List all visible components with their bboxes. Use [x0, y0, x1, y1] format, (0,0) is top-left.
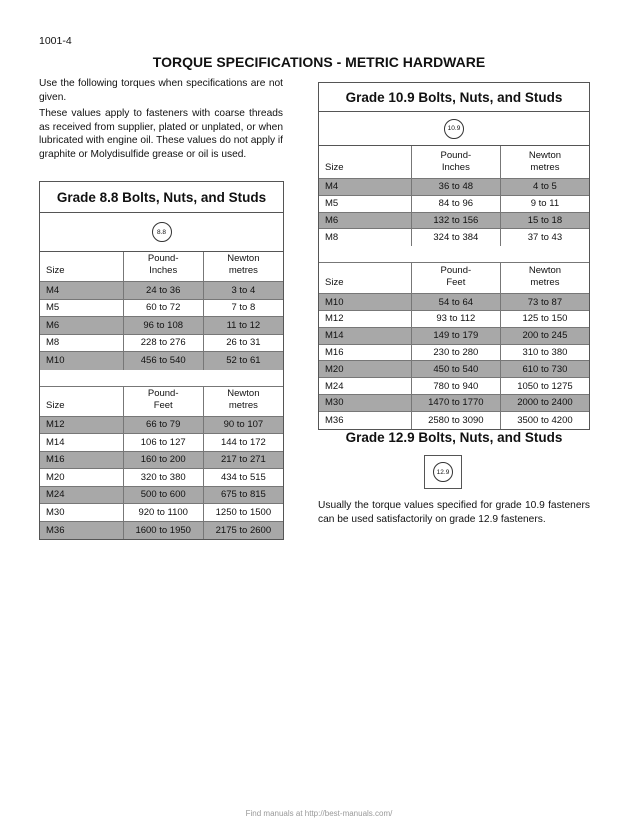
table-row: [319, 311, 589, 328]
table-row: [40, 335, 283, 353]
newton-metres-cell: 125 to 150: [500, 311, 589, 327]
newton-header-line1: Newton: [227, 387, 260, 399]
size-cell: M10: [325, 296, 344, 308]
grade-12-9-heading: Grade 12.9 Bolts, Nuts, and Studs: [345, 430, 563, 445]
size-cell: M20: [325, 363, 344, 375]
size-cell: M16: [325, 346, 344, 358]
grade-12-9-logo: [424, 455, 462, 489]
table-row: [40, 504, 283, 522]
size-cell: M30: [46, 506, 65, 518]
grade-mark-logo: [319, 112, 589, 146]
pound-value-cell: 920 to 1100: [123, 504, 203, 521]
feet-header: Feet: [446, 277, 466, 289]
table-row: [40, 352, 283, 370]
table-row: [40, 417, 283, 435]
table-row: [319, 179, 589, 196]
table-row: [40, 469, 283, 487]
newton-metres-cell: 7 to 8: [203, 300, 283, 317]
size-cell: M10: [46, 355, 65, 367]
size-cell: M6: [46, 319, 60, 331]
newton-header-line1: Newton: [528, 150, 562, 161]
grade-mark-logo: [40, 213, 283, 252]
pound-value-cell: 84 to 96: [411, 196, 500, 212]
table-row: [319, 196, 589, 213]
page-title: TORQUE SPECIFICATIONS - METRIC HARDWARE: [152, 54, 486, 70]
newton-metres-cell: 1250 to 1500: [203, 504, 283, 521]
column-header-row: [319, 146, 589, 179]
newton-metres-cell: 52 to 61: [203, 352, 283, 370]
newton-metres-cell: 73 to 87: [500, 294, 589, 310]
newton-metres-cell: 217 to 271: [203, 452, 283, 469]
column-header-row: [40, 252, 283, 282]
column-header-row: [319, 263, 589, 294]
table-row: [319, 328, 589, 345]
pound-value-cell: 149 to 179: [411, 328, 500, 344]
newton-header-line1: Newton: [227, 253, 260, 264]
grade-mark-icon: 10.9: [444, 119, 464, 139]
pound-value-cell: 324 to 384: [411, 229, 500, 246]
grade-mark-icon: 12.9: [433, 462, 453, 482]
size-cell: M14: [46, 436, 65, 448]
pound-header-line1: Pound-: [440, 265, 472, 277]
table-row: [40, 300, 283, 318]
pound-header-line1: Pound-: [440, 150, 472, 161]
size-cell: M5: [46, 302, 60, 314]
spacer-row: [40, 370, 283, 387]
table-row: [319, 395, 589, 412]
table-row: [40, 282, 283, 300]
newton-metres-cell: 2175 to 2600: [203, 522, 283, 540]
pound-value-cell: 450 to 540: [411, 361, 500, 377]
pound-value-cell: 500 to 600: [123, 487, 203, 504]
metres-header: metres: [228, 265, 258, 276]
newton-metres-cell: 11 to 12: [203, 317, 283, 334]
size-cell: M24: [325, 380, 344, 392]
size-header: Size: [46, 265, 65, 276]
pound-value-cell: 36 to 48: [411, 179, 500, 195]
pound-value-cell: 780 to 940: [411, 378, 500, 394]
size-cell: M5: [325, 198, 339, 210]
table-row: [319, 294, 589, 311]
feet-header: Feet: [153, 399, 173, 411]
newton-header-line1: Newton: [528, 265, 562, 277]
table-row: [319, 345, 589, 362]
intro-paragraph-1: Use the following torques when specifications are not given.: [39, 78, 283, 103]
size-cell: M20: [46, 471, 65, 483]
inches-header: Inches: [149, 265, 178, 276]
newton-metres-cell: 144 to 172: [203, 434, 283, 451]
table-row: [319, 229, 589, 246]
pound-value-cell: 160 to 200: [123, 452, 203, 469]
size-cell: M6: [325, 214, 339, 226]
intro-paragraph-2: These values apply to fasteners with coarse threads as received from supplier, plated or unplated, or when lubricated with engine oil. These values do not apply if graphite or Molydisulfide grease or oil is used.: [39, 108, 283, 160]
grade-8-8-table: [39, 181, 284, 540]
table-row: [319, 378, 589, 395]
table-heading: Grade 10.9 Bolts, Nuts, and Studs: [319, 83, 589, 112]
table-row: [40, 452, 283, 470]
newton-metres-cell: 3500 to 4200: [500, 412, 589, 429]
pound-value-cell: 66 to 79: [123, 417, 203, 434]
pound-value-cell: 1470 to 1770: [411, 395, 500, 411]
grade-12-9-note: Usually the torque values specified for grade 10.9 fasteners can be used satisfactorily on grade 12.9 fasteners.: [318, 500, 590, 525]
grade-10-9-table: [318, 82, 590, 430]
pound-value-cell: 320 to 380: [123, 469, 203, 486]
pound-value-cell: 93 to 112: [411, 311, 500, 327]
size-cell: M12: [325, 313, 344, 325]
pound-value-cell: 24 to 36: [123, 282, 203, 299]
size-cell: M8: [46, 337, 60, 349]
footer-link-text: Find manuals at http://best-manuals.com/: [245, 809, 393, 818]
newton-metres-cell: 37 to 43: [500, 229, 589, 246]
pound-value-cell: 2580 to 3090: [411, 412, 500, 429]
newton-metres-cell: 2000 to 2400: [500, 395, 589, 411]
size-cell: M24: [46, 489, 65, 501]
size-cell: M8: [325, 232, 339, 244]
newton-metres-cell: 4 to 5: [500, 179, 589, 195]
newton-metres-cell: 310 to 380: [500, 345, 589, 361]
pound-value-cell: 60 to 72: [123, 300, 203, 317]
spacer-row: [319, 246, 589, 263]
table-heading: Grade 8.8 Bolts, Nuts, and Studs: [40, 182, 283, 213]
grade-mark-icon: 8.8: [152, 222, 172, 242]
newton-metres-cell: 3 to 4: [203, 282, 283, 299]
pound-value-cell: 96 to 108: [123, 317, 203, 334]
size-cell: M12: [46, 419, 65, 431]
newton-metres-cell: 15 to 18: [500, 213, 589, 229]
newton-metres-cell: 200 to 245: [500, 328, 589, 344]
table-row: [40, 434, 283, 452]
newton-metres-cell: 610 to 730: [500, 361, 589, 377]
newton-metres-cell: 1050 to 1275: [500, 378, 589, 394]
table-row: [319, 412, 589, 429]
size-header: Size: [325, 277, 344, 289]
pound-value-cell: 54 to 64: [411, 294, 500, 310]
newton-metres-cell: 675 to 815: [203, 487, 283, 504]
column-header-row: [40, 387, 283, 417]
size-header: Size: [325, 162, 344, 173]
pound-value-cell: 106 to 127: [123, 434, 203, 451]
pound-value-cell: 132 to 156: [411, 213, 500, 229]
newton-metres-cell: 26 to 31: [203, 335, 283, 352]
pound-header-line1: Pound-: [147, 387, 179, 399]
size-cell: M36: [325, 414, 344, 426]
size-cell: M14: [325, 330, 344, 342]
pound-value-cell: 228 to 276: [123, 335, 203, 352]
size-cell: M4: [46, 284, 60, 296]
newton-metres-cell: 9 to 11: [500, 196, 589, 212]
page-number: 1001-4: [39, 35, 72, 47]
size-cell: M36: [46, 524, 65, 536]
newton-metres-cell: 434 to 515: [203, 469, 283, 486]
size-cell: M4: [325, 181, 339, 193]
newton-metres-cell: 90 to 107: [203, 417, 283, 434]
metres-header: metres: [228, 399, 258, 411]
table-row: [319, 361, 589, 378]
size-cell: M16: [46, 454, 65, 466]
pound-value-cell: 1600 to 1950: [123, 522, 203, 540]
table-row: [40, 522, 283, 540]
table-row: [40, 487, 283, 505]
pound-value-cell: 456 to 540: [123, 352, 203, 370]
table-row: [40, 317, 283, 335]
pound-header-line1: Pound-: [147, 253, 179, 264]
table-row: [319, 213, 589, 230]
size-header: Size: [46, 399, 65, 411]
metres-header: metres: [530, 162, 560, 173]
size-cell: M30: [325, 397, 344, 409]
inches-header: Inches: [441, 162, 470, 173]
metres-header: metres: [530, 277, 560, 289]
pound-value-cell: 230 to 280: [411, 345, 500, 361]
